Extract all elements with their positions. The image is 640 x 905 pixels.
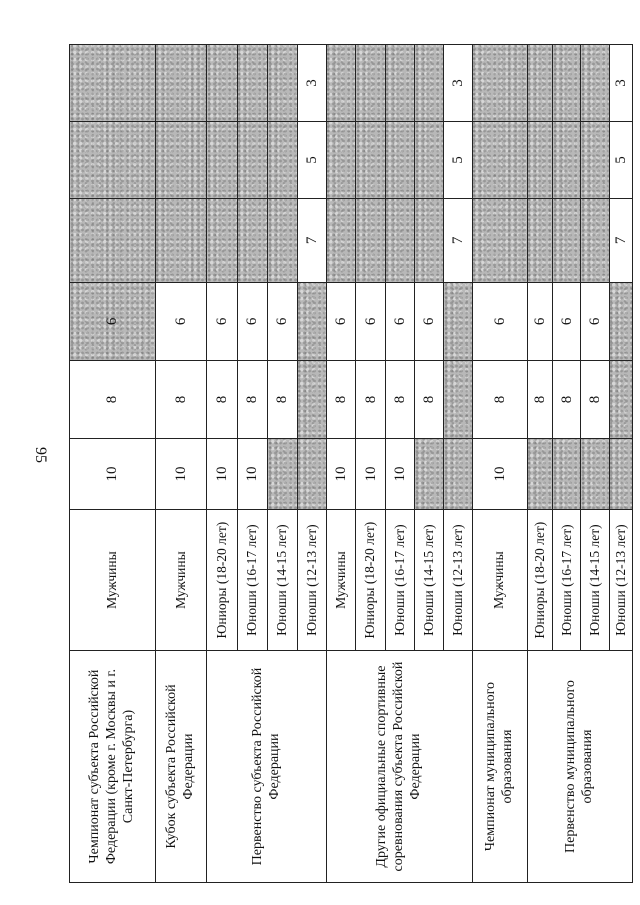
points-cell [356,45,385,122]
points-cell: 10 [472,438,527,509]
points-cell: 5 [609,121,632,198]
age-category: Мужчины [472,510,527,651]
points-cell: 7 [609,198,632,282]
points-cell [581,45,609,122]
points-cell: 10 [356,438,385,509]
age-category: Юноши (14-15 лет) [415,510,444,651]
points-cell [268,45,297,122]
points-cell [155,198,206,282]
points-cell [70,45,156,122]
points-cell: 6 [553,282,581,360]
points-cell [207,121,238,198]
table-row [207,45,238,883]
points-cell [609,360,632,438]
points-cell: 10 [207,438,238,509]
points-cell: 6 [207,282,238,360]
table-row [527,45,553,883]
age-category: Юноши (16-17 лет) [553,510,581,651]
points-cell: 6 [472,282,527,360]
points-cell [553,45,581,122]
points-cell: 5 [297,121,326,198]
points-cell [237,45,268,122]
points-cell [207,198,238,282]
points-cell [326,45,355,122]
age-category: Юноши (14-15 лет) [581,510,609,651]
age-category: Юноши (16-17 лет) [237,510,268,651]
age-category: Юноши (14-15 лет) [268,510,297,651]
points-cell [553,121,581,198]
points-cell [155,45,206,122]
points-cell: 8 [207,360,238,438]
points-cell [237,198,268,282]
points-cell [609,282,632,360]
points-cell [472,121,527,198]
points-cell [527,198,553,282]
competition-name: Первенство муниципального образования [527,651,632,883]
age-category: Юноши (12-13 лет) [297,510,326,651]
points-cell: 10 [70,438,156,509]
points-cell: 8 [268,360,297,438]
points-cell [527,45,553,122]
age-category: Юниоры (18-20 лет) [527,510,553,651]
points-cell [237,121,268,198]
points-cell [268,198,297,282]
points-cell: 8 [527,360,553,438]
points-cell: 6 [155,282,206,360]
age-category: Мужчины [70,510,156,651]
points-cell [385,198,414,282]
points-cell [207,45,238,122]
page-number: 95 [32,447,49,463]
age-category: Юноши (12-13 лет) [609,510,632,651]
age-category: Юноши (16-17 лет) [385,510,414,651]
points-cell [385,121,414,198]
points-cell: 3 [444,45,472,122]
points-cell: 10 [237,438,268,509]
points-cell [268,438,297,509]
points-cell [609,438,632,509]
points-cell: 6 [268,282,297,360]
age-category: Юниоры (18-20 лет) [207,510,238,651]
points-cell: 10 [155,438,206,509]
points-cell: 6 [70,282,156,360]
points-cell: 8 [385,360,414,438]
points-cell [581,438,609,509]
points-cell: 3 [297,45,326,122]
age-category: Мужчины [326,510,355,651]
points-cell: 3 [609,45,632,122]
points-cell [297,282,326,360]
points-cell [415,198,444,282]
points-cell: 8 [472,360,527,438]
points-cell [444,282,472,360]
points-table [69,44,633,883]
points-cell [444,438,472,509]
competition-name: Чемпионат субъекта Российской Федерации (кроме г. Москвы и г. Санкт-Петербурга) [70,651,156,883]
points-cell: 7 [297,198,326,282]
points-cell [527,121,553,198]
points-cell: 6 [237,282,268,360]
competition-name: Чемпионат муниципального образования [472,651,527,883]
competition-name: Кубок субъекта Российской Федерации [155,651,206,883]
points-cell [385,45,414,122]
points-cell [70,198,156,282]
points-cell [581,198,609,282]
points-cell [415,45,444,122]
points-cell: 8 [581,360,609,438]
points-cell: 8 [70,360,156,438]
points-cell: 6 [581,282,609,360]
table-row [70,45,156,883]
points-cell [356,198,385,282]
points-cell [70,121,156,198]
points-cell [326,121,355,198]
points-cell [326,198,355,282]
age-category: Юноши (12-13 лет) [444,510,472,651]
competition-name: Первенство субъекта Российской Федерации [207,651,327,883]
age-category: Мужчины [155,510,206,651]
points-cell [415,438,444,509]
age-category: Юниоры (18-20 лет) [356,510,385,651]
points-cell: 5 [444,121,472,198]
points-cell: 6 [527,282,553,360]
points-cell [472,45,527,122]
points-cell: 6 [415,282,444,360]
points-cell: 10 [385,438,414,509]
points-cell [356,121,385,198]
points-cell: 8 [326,360,355,438]
points-cell: 8 [356,360,385,438]
points-cell: 8 [237,360,268,438]
points-cell: 8 [415,360,444,438]
rotated-table-sheet [69,44,633,883]
points-cell [444,360,472,438]
points-cell [415,121,444,198]
points-cell: 10 [326,438,355,509]
points-cell: 6 [385,282,414,360]
points-table-container [69,44,633,883]
points-cell [581,121,609,198]
points-cell [297,438,326,509]
points-cell [472,198,527,282]
points-cell [268,121,297,198]
points-cell [553,438,581,509]
points-cell [527,438,553,509]
points-cell: 8 [155,360,206,438]
points-cell: 7 [444,198,472,282]
table-row [155,45,206,883]
points-cell: 6 [356,282,385,360]
competition-name: Другие официальные спортивные соревнования субъекта Российской Федерации [326,651,472,883]
points-cell [553,198,581,282]
table-row [326,45,355,883]
points-cell: 8 [553,360,581,438]
points-cell [297,360,326,438]
points-cell: 6 [326,282,355,360]
points-cell [155,121,206,198]
table-row [472,45,527,883]
